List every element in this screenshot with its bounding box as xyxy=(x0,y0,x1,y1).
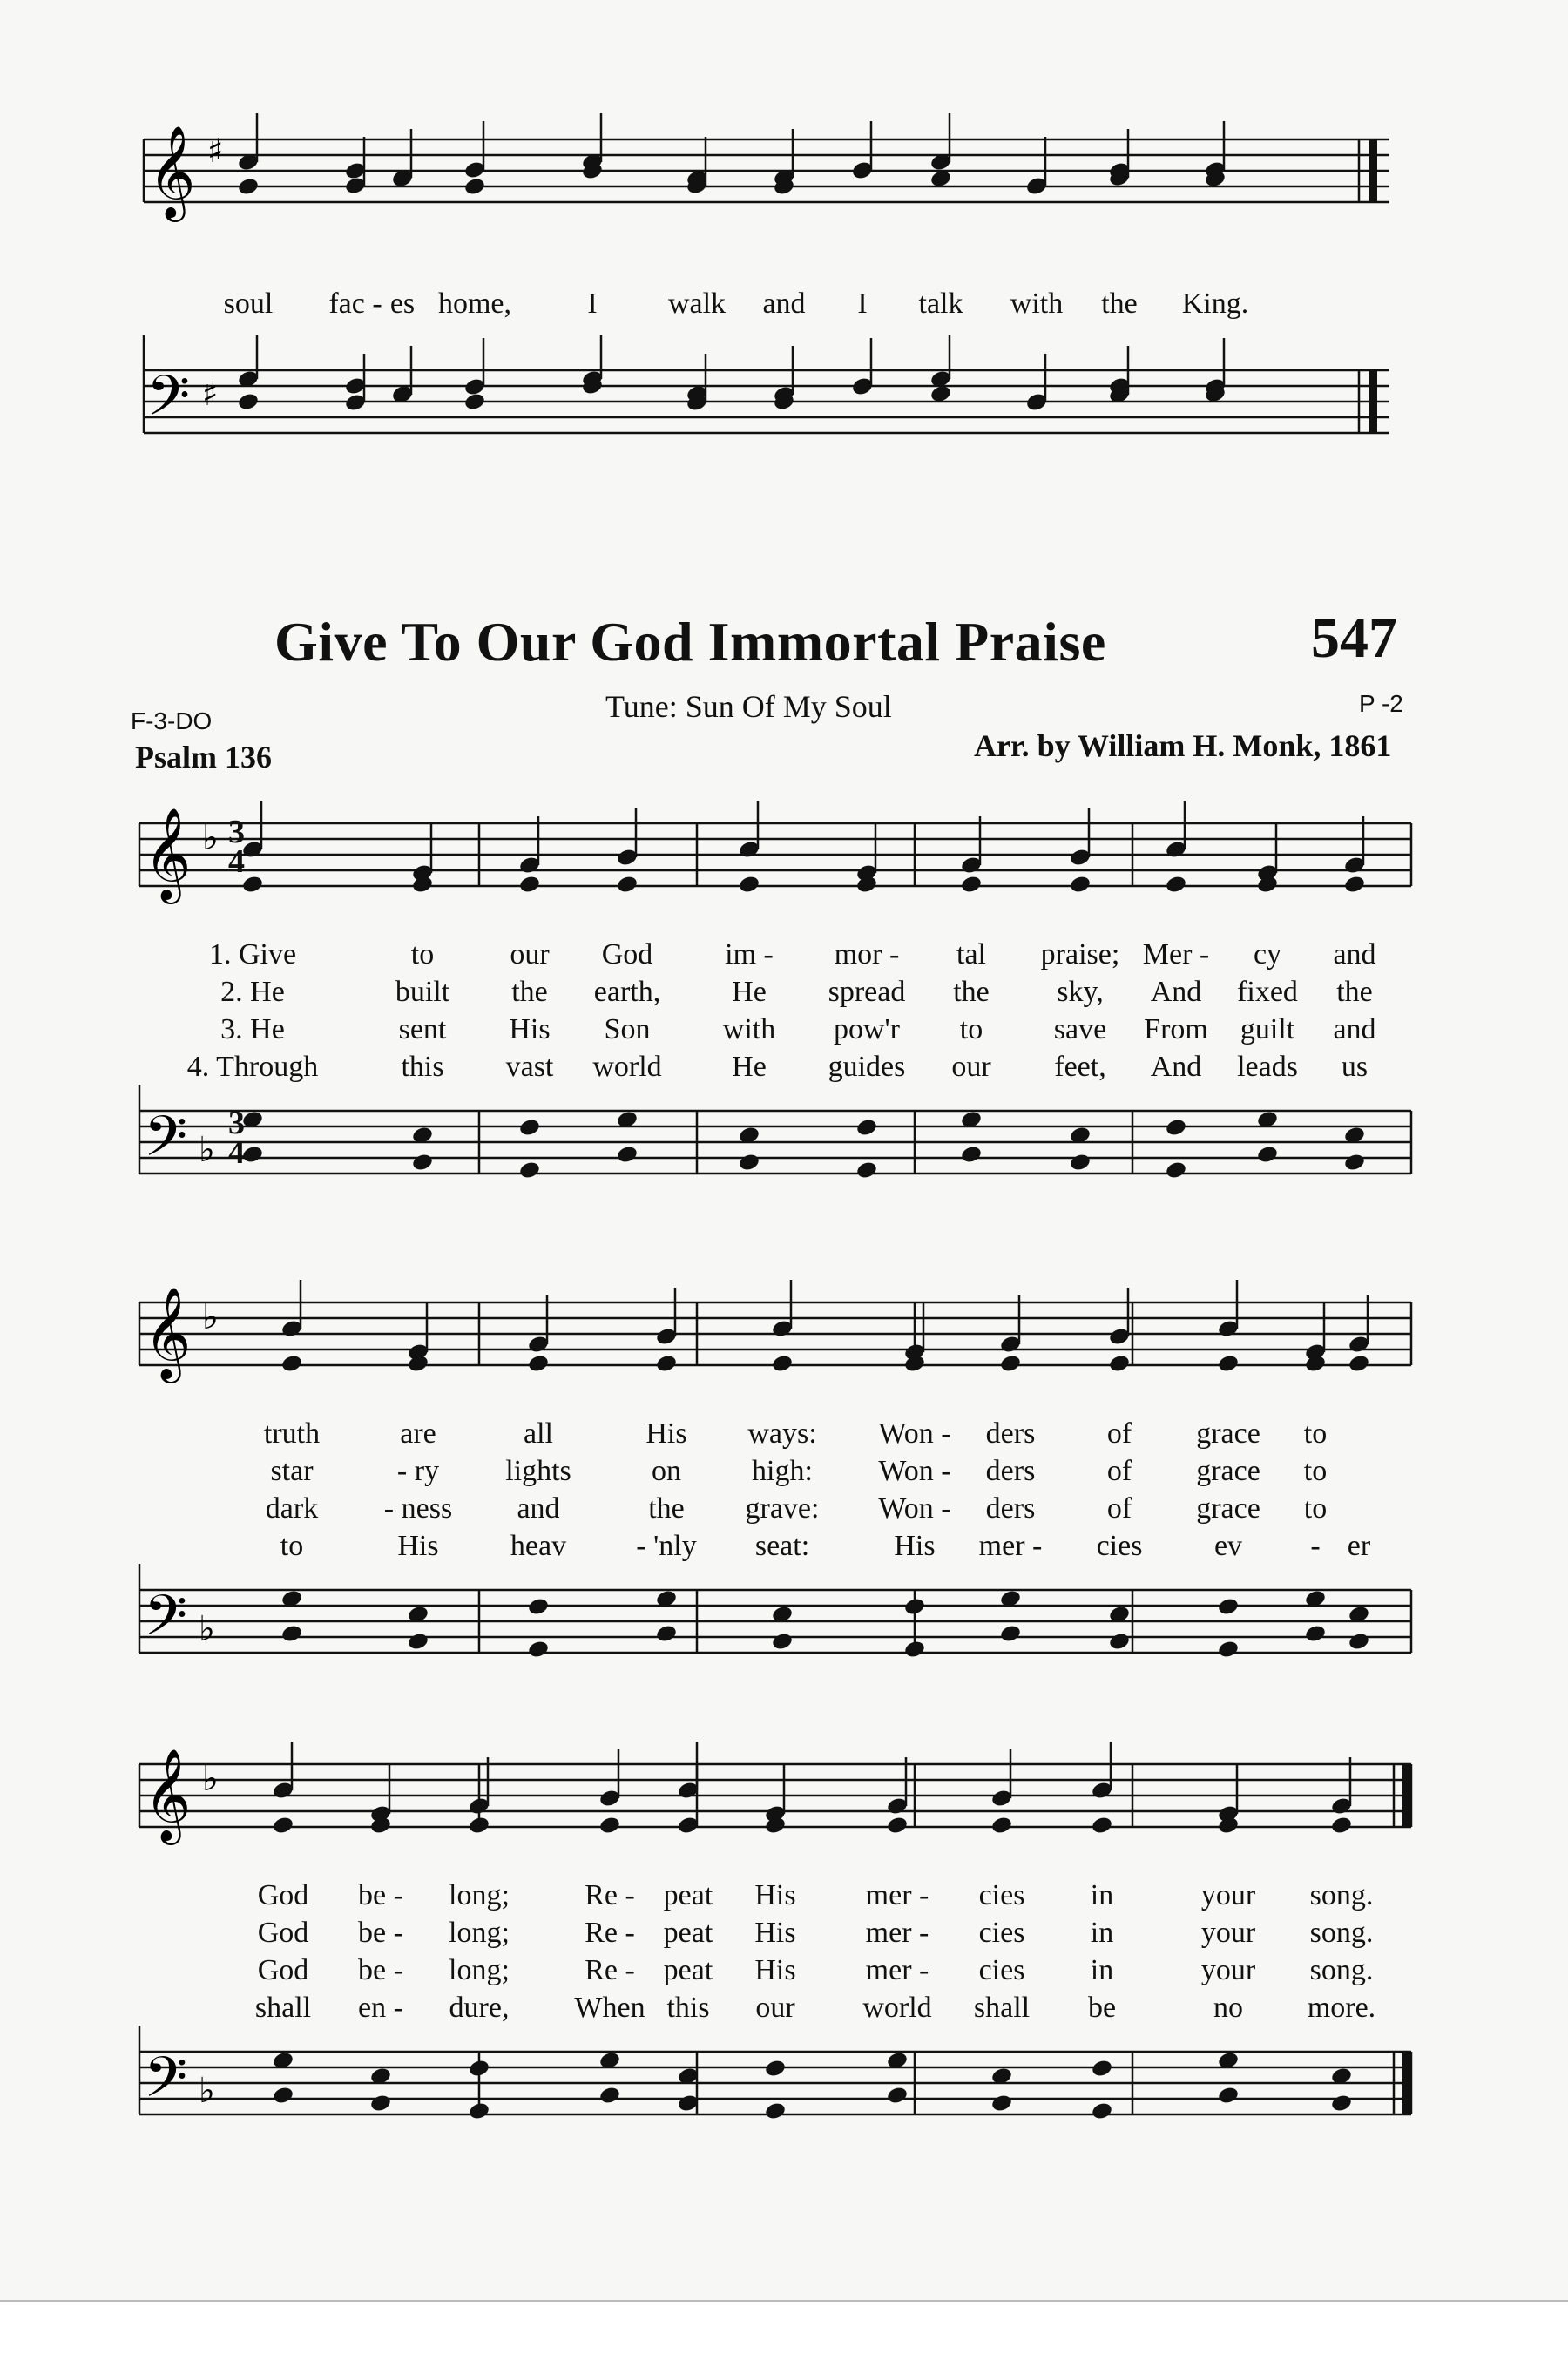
verse-3-lyrics xyxy=(0,1492,1568,1531)
bass-staff xyxy=(0,2026,1568,2174)
lyric-syllable: fixed xyxy=(1237,976,1298,1008)
note-head xyxy=(1217,1640,1240,1660)
lyric-syllable: King. xyxy=(1181,287,1249,320)
verse-1-lyrics xyxy=(0,938,1568,977)
note-head xyxy=(990,2094,1013,2114)
lyric-syllable: vast xyxy=(505,1051,554,1083)
lyric-syllable: ders xyxy=(985,1417,1036,1450)
lyric-syllable: - ry xyxy=(396,1455,440,1487)
lyric-syllable: God xyxy=(257,1954,309,1986)
verse-1-lyrics xyxy=(0,1879,1568,1918)
lyric-syllable: and xyxy=(1333,938,1376,971)
lyric-syllable: sent xyxy=(398,1013,447,1045)
lyric-syllable: His xyxy=(754,1954,796,1986)
lyric-syllable: your xyxy=(1200,1954,1256,1986)
note-head xyxy=(1256,1145,1279,1165)
note-head xyxy=(280,1354,303,1374)
note-head xyxy=(237,177,260,197)
lyric-syllable: save xyxy=(1053,1013,1107,1045)
note-head xyxy=(237,392,260,412)
note-head xyxy=(598,2086,621,2106)
note-head xyxy=(960,1145,983,1165)
lyric-syllable: grace xyxy=(1196,1492,1260,1525)
lyric-syllable: mor - xyxy=(834,938,900,971)
note-head xyxy=(960,875,983,895)
hymn-number: 547 xyxy=(1311,606,1397,670)
note-head xyxy=(738,1153,760,1173)
lyric-syllable: He xyxy=(732,1051,767,1083)
lyric-syllable: world xyxy=(592,1051,662,1083)
lyric-syllable: of xyxy=(1106,1455,1132,1487)
lyric-syllable: His xyxy=(754,1917,796,1949)
lyric-syllable: God xyxy=(257,1879,309,1911)
note-head xyxy=(1217,1597,1240,1617)
lyric-syllable: built xyxy=(395,976,450,1008)
lyric-syllable: to xyxy=(1303,1455,1328,1487)
note-head xyxy=(369,2094,392,2114)
lyric-syllable: star xyxy=(270,1455,314,1487)
lyric-syllable: cy xyxy=(1253,938,1282,971)
lyric-syllable: the xyxy=(1101,287,1138,320)
note-head xyxy=(1091,1816,1113,1836)
note-head xyxy=(1348,1354,1370,1374)
verse-4-lyrics xyxy=(0,1051,1568,1089)
lyric-syllable: high: xyxy=(752,1455,813,1487)
lyric-syllable: es xyxy=(389,287,416,320)
lyric-syllable: peat xyxy=(663,1954,713,1986)
lyric-syllable: sky, xyxy=(1057,976,1104,1008)
note-head xyxy=(771,1354,794,1374)
arranger-credit: Arr. by William H. Monk, 1861 xyxy=(974,728,1392,763)
previous-hymn-lyrics xyxy=(0,287,1568,326)
lyric-syllable: walk xyxy=(667,287,727,320)
verse-2-lyrics xyxy=(0,976,1568,1014)
lyric-syllable: grace xyxy=(1196,1417,1260,1450)
lyric-syllable: cies xyxy=(978,1879,1025,1911)
note-head xyxy=(616,1145,639,1165)
note-head xyxy=(1330,2094,1353,2114)
treble-staff xyxy=(0,1268,1568,1416)
svg-text:♭: ♭ xyxy=(202,1297,219,1337)
verse-1-lyrics xyxy=(0,1417,1568,1456)
lyric-syllable: to xyxy=(410,938,435,971)
lyric-syllable: and xyxy=(1333,1013,1376,1045)
lyric-syllable: tal xyxy=(956,938,986,971)
lyric-syllable: 3. He xyxy=(220,1013,285,1045)
note-head xyxy=(407,1632,429,1652)
note-head xyxy=(1165,875,1187,895)
lyric-syllable: long; xyxy=(449,1917,510,1949)
lyric-syllable: From xyxy=(1144,1013,1208,1045)
lyric-syllable: ders xyxy=(985,1492,1036,1525)
note-head xyxy=(1091,2059,1113,2079)
lyric-syllable: er xyxy=(1347,1530,1371,1562)
note-head xyxy=(1069,1153,1092,1173)
verse-4-lyrics xyxy=(0,1992,1568,2030)
note-head xyxy=(518,875,541,895)
lyric-syllable: I xyxy=(857,287,868,320)
lyric-syllable: be xyxy=(1087,1992,1117,2024)
lyric-syllable: God xyxy=(601,938,653,971)
lyric-syllable: with xyxy=(1010,287,1064,320)
lyric-syllable: I xyxy=(587,287,598,320)
lyric-syllable: im - xyxy=(725,938,774,971)
lyric-syllable: long; xyxy=(449,1879,510,1911)
lyric-syllable: no xyxy=(1213,1992,1243,2024)
lyric-syllable: in xyxy=(1090,1954,1114,1986)
bass-time-signature: 3 4 xyxy=(228,1105,245,1171)
lyric-syllable: and xyxy=(517,1492,560,1525)
lyric-syllable: the xyxy=(648,1492,685,1525)
lyric-syllable: And xyxy=(1150,976,1202,1008)
svg-text:♭: ♭ xyxy=(199,1130,215,1170)
bass-clef-icon: 𝄢 xyxy=(144,1105,188,1183)
verse-3-lyrics xyxy=(0,1013,1568,1052)
svg-text:♭: ♭ xyxy=(199,1609,215,1649)
lyric-syllable: leads xyxy=(1237,1051,1298,1083)
lyric-syllable: His xyxy=(509,1013,551,1045)
psalm-reference: Psalm 136 xyxy=(135,740,272,775)
lyric-syllable: dure, xyxy=(449,1992,510,2024)
lyric-syllable: 2. He xyxy=(220,976,285,1008)
lyric-syllable: His xyxy=(397,1530,439,1562)
lyric-syllable: Son xyxy=(604,1013,651,1045)
lyric-syllable: us xyxy=(1341,1051,1369,1083)
note-head xyxy=(527,1597,550,1617)
bass-clef-icon: 𝄢 xyxy=(144,2046,188,2124)
lyric-syllable: to xyxy=(1303,1492,1328,1525)
lyric-syllable: Won - xyxy=(878,1455,951,1487)
lyric-syllable: dark xyxy=(265,1492,319,1525)
lyric-syllable: be - xyxy=(358,1917,403,1949)
note-head xyxy=(886,2086,909,2106)
lyric-syllable: cies xyxy=(978,1954,1025,1986)
lyric-syllable: this xyxy=(401,1051,444,1083)
note-head xyxy=(990,1816,1013,1836)
note-head xyxy=(527,1640,550,1660)
lyric-syllable: mer - xyxy=(865,1917,929,1949)
note-head xyxy=(1343,1153,1366,1173)
page-reference: P -2 xyxy=(1359,690,1403,717)
note-head xyxy=(1165,1118,1187,1138)
lyric-syllable: Re - xyxy=(585,1879,635,1911)
note-head xyxy=(1217,1354,1240,1374)
verse-2-lyrics xyxy=(0,1455,1568,1493)
lyric-syllable: to xyxy=(280,1530,304,1562)
lyric-syllable: shall xyxy=(254,1992,312,2024)
lyric-syllable: When xyxy=(574,1992,645,2024)
note-head xyxy=(738,875,760,895)
lyric-syllable: to xyxy=(1303,1417,1328,1450)
lyric-syllable: song. xyxy=(1309,1917,1374,1949)
treble-clef-icon: 𝄞 xyxy=(144,1286,192,1379)
note-head xyxy=(280,1624,303,1644)
lyric-syllable: seat: xyxy=(754,1530,810,1562)
lyric-syllable: guilt xyxy=(1240,1013,1295,1045)
lyric-syllable: more. xyxy=(1307,1992,1376,2024)
lyric-syllable: grave: xyxy=(745,1492,820,1525)
lyric-syllable: God xyxy=(257,1917,309,1949)
lyric-syllable: en - xyxy=(358,1992,403,2024)
treble-clef-icon: 𝄞 xyxy=(144,1748,192,1841)
note-head xyxy=(655,1624,678,1644)
lyric-syllable: be - xyxy=(358,1879,403,1911)
lyric-syllable: our xyxy=(951,1051,991,1083)
note-head xyxy=(518,1160,541,1180)
lyric-syllable: mer - xyxy=(978,1530,1043,1562)
note-head xyxy=(272,1816,294,1836)
lyric-syllable: of xyxy=(1106,1417,1132,1450)
lyric-syllable: your xyxy=(1200,1879,1256,1911)
lyric-syllable: cies xyxy=(1096,1530,1143,1562)
previous-hymn-bass-staff xyxy=(0,335,1568,510)
note-head xyxy=(616,875,639,895)
note-head xyxy=(999,1624,1022,1644)
note-head xyxy=(855,1160,878,1180)
previous-hymn-treble-staff xyxy=(0,87,1568,279)
lyric-syllable: Mer - xyxy=(1142,938,1210,971)
svg-text:♭: ♭ xyxy=(202,1759,219,1799)
verse-4-lyrics xyxy=(0,1530,1568,1568)
treble-staff xyxy=(0,1729,1568,1877)
note-head xyxy=(764,2059,787,2079)
lyric-syllable: pow'r xyxy=(833,1013,901,1045)
lyric-syllable: mer - xyxy=(865,1879,929,1911)
lyric-syllable: ways: xyxy=(747,1417,817,1450)
lyric-syllable: lights xyxy=(505,1455,571,1487)
lyric-syllable: talk xyxy=(918,287,963,320)
lyric-syllable: peat xyxy=(663,1917,713,1949)
time-signature: 3 4 xyxy=(228,814,245,880)
note-head xyxy=(272,2086,294,2106)
note-head xyxy=(855,1118,878,1138)
lyric-syllable: 4. Through xyxy=(186,1051,319,1083)
lyric-syllable: truth xyxy=(263,1417,321,1450)
lyric-syllable: fac - xyxy=(328,287,382,320)
note-head xyxy=(655,1354,678,1374)
note-head xyxy=(1108,1632,1131,1652)
lyric-syllable: to xyxy=(959,1013,983,1045)
lyric-syllable: our xyxy=(755,1992,795,2024)
lyric-syllable: on xyxy=(652,1455,681,1487)
lyric-syllable: and xyxy=(762,287,806,320)
lyric-syllable: be - xyxy=(358,1954,403,1986)
note-head xyxy=(764,2101,787,2121)
verse-3-lyrics xyxy=(0,1954,1568,1992)
lyric-syllable: the xyxy=(1336,976,1373,1008)
lyric-syllable: all xyxy=(524,1417,553,1450)
lyric-syllable: Won - xyxy=(878,1492,951,1525)
lyric-syllable: ev xyxy=(1213,1530,1243,1562)
svg-text:♭: ♭ xyxy=(199,2071,215,2111)
note-head xyxy=(771,1632,794,1652)
lyric-syllable: guides xyxy=(828,1051,906,1083)
lyric-syllable: peat xyxy=(663,1879,713,1911)
lyric-syllable: - xyxy=(1310,1530,1321,1562)
svg-text:♯: ♯ xyxy=(207,132,224,170)
lyric-syllable: with xyxy=(722,1013,776,1045)
note-head xyxy=(1108,1354,1131,1374)
lyric-syllable: song. xyxy=(1309,1879,1374,1911)
lyric-syllable: soul xyxy=(223,287,274,320)
lyric-syllable: our xyxy=(510,938,550,971)
lyric-syllable: your xyxy=(1200,1917,1256,1949)
lyric-syllable: mer - xyxy=(865,1954,929,1986)
note-head xyxy=(1348,1632,1370,1652)
page-bottom-edge xyxy=(0,2300,1568,2354)
lyric-syllable: His xyxy=(645,1417,687,1450)
tune-name: Tune: Sun Of My Soul xyxy=(605,689,892,724)
lyric-syllable: And xyxy=(1150,1051,1202,1083)
treble-clef-icon: 𝄞 xyxy=(148,125,196,218)
lyric-syllable: Re - xyxy=(585,1917,635,1949)
note-head xyxy=(527,1354,550,1374)
note-head xyxy=(1330,1816,1353,1836)
lyric-syllable: ders xyxy=(985,1455,1036,1487)
note-head xyxy=(411,1153,434,1173)
lyric-syllable: Re - xyxy=(585,1954,635,1986)
note-head xyxy=(518,1118,541,1138)
lyric-syllable: cies xyxy=(978,1917,1025,1949)
lyric-syllable: long; xyxy=(449,1954,510,1986)
lyric-syllable: the xyxy=(511,976,548,1008)
note-head xyxy=(1069,875,1092,895)
note-head xyxy=(463,177,486,197)
note-head xyxy=(1165,1160,1187,1180)
lyric-syllable: 1. Give xyxy=(208,938,297,971)
note-head xyxy=(598,1816,621,1836)
lyric-syllable: of xyxy=(1106,1492,1132,1525)
lyric-syllable: - ness xyxy=(383,1492,453,1525)
verse-2-lyrics xyxy=(0,1917,1568,1955)
svg-text:♭: ♭ xyxy=(202,818,219,858)
note-head xyxy=(886,1816,909,1836)
lyric-syllable: praise; xyxy=(1040,938,1120,971)
lyric-syllable: home, xyxy=(437,287,512,320)
lyric-syllable: His xyxy=(894,1530,936,1562)
lyric-syllable: spread xyxy=(828,976,906,1008)
treble-clef-icon: 𝄞 xyxy=(144,807,192,900)
note-head xyxy=(1091,2101,1113,2121)
lyric-syllable: the xyxy=(953,976,990,1008)
note-head xyxy=(1304,1624,1327,1644)
note-head xyxy=(463,392,486,412)
lyric-syllable: feet, xyxy=(1054,1051,1106,1083)
lyric-syllable: world xyxy=(862,1992,932,2024)
lyric-syllable: are xyxy=(400,1417,436,1450)
lyric-syllable: in xyxy=(1090,1879,1114,1911)
bass-clef-icon: 𝄢 xyxy=(144,1584,188,1662)
lyric-syllable: His xyxy=(754,1879,796,1911)
key-code: F-3-DO xyxy=(131,707,213,734)
svg-text:♯: ♯ xyxy=(202,375,219,413)
hymn-title: Give To Our God Immortal Praise xyxy=(274,611,1106,673)
note-head xyxy=(1217,2086,1240,2106)
bass-staff xyxy=(0,1564,1568,1712)
lyric-syllable: heav xyxy=(510,1530,567,1562)
lyric-syllable: in xyxy=(1090,1917,1114,1949)
lyric-syllable: He xyxy=(732,976,767,1008)
note-head xyxy=(999,1354,1022,1374)
note-head xyxy=(1343,875,1366,895)
lyric-syllable: grace xyxy=(1196,1455,1260,1487)
lyric-syllable: this xyxy=(666,1992,710,2024)
lyric-syllable: Won - xyxy=(878,1417,951,1450)
lyric-syllable: song. xyxy=(1309,1954,1374,1986)
lyric-syllable: shall xyxy=(973,1992,1031,2024)
bass-clef-icon: 𝄢 xyxy=(146,364,191,443)
lyric-syllable: - 'nly xyxy=(636,1530,697,1562)
lyric-syllable: earth, xyxy=(593,976,661,1008)
